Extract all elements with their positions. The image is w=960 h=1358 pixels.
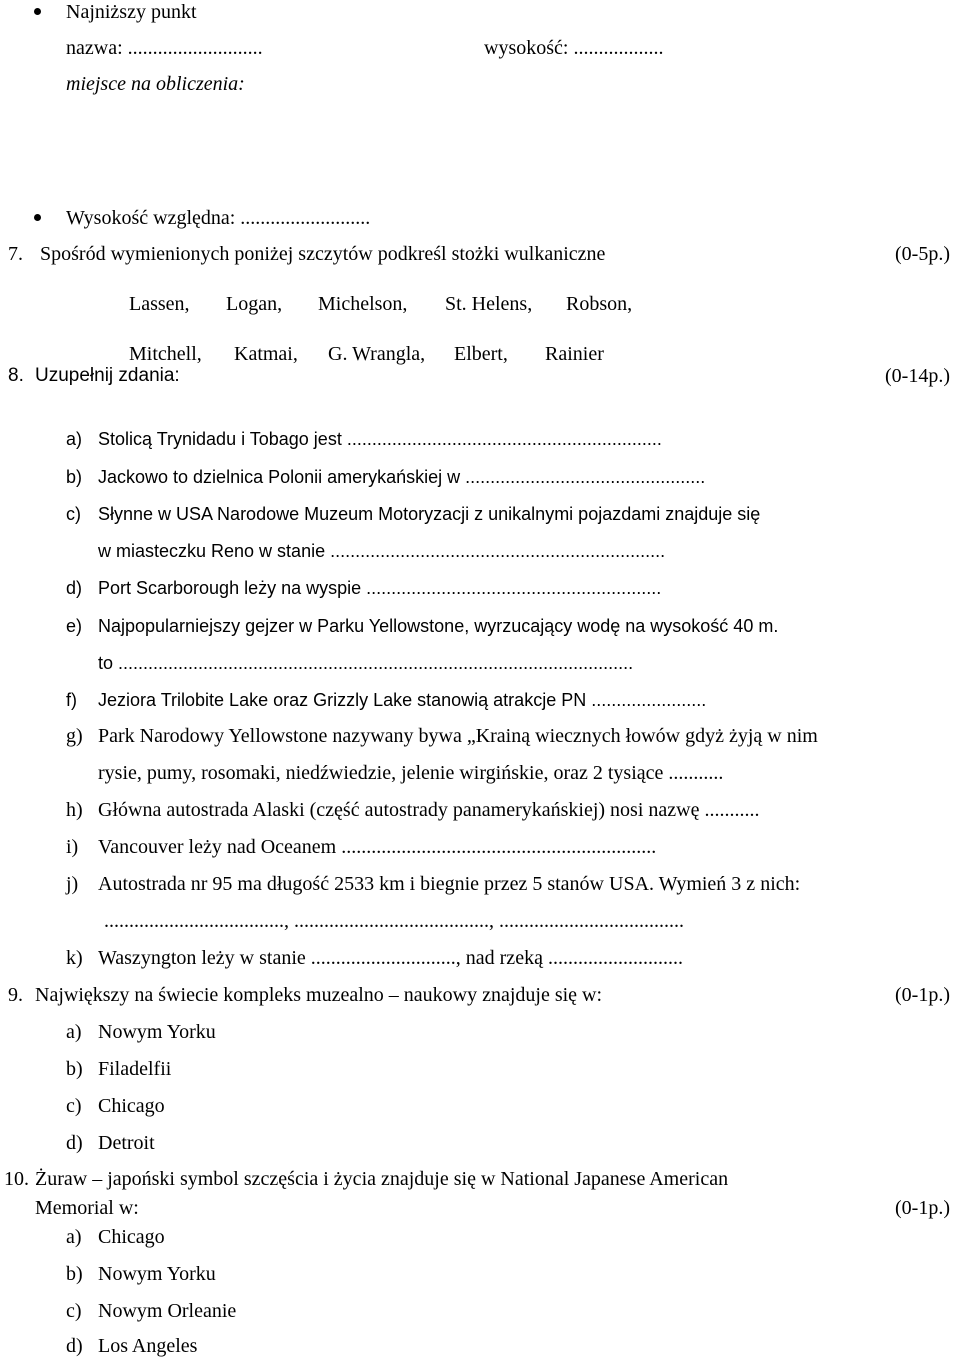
lowest-point-heading: Najniższy punkt: [66, 1, 197, 23]
q8-item-letter: f): [66, 690, 77, 710]
peak-name: Robson,: [566, 293, 633, 315]
q8-number: 8.: [8, 365, 24, 386]
q8-item-letter: c): [66, 504, 81, 524]
q10-option-text: Nowym Orleanie: [98, 1300, 237, 1322]
q8-text: Uzupełnij zdania:: [35, 365, 180, 386]
q8-item-text-cont: rysie, pumy, rosomaki, niedźwiedzie, jelenie wirgińskie, oraz 2 tysiące ...........: [98, 762, 724, 784]
q8-item-letter: j): [66, 873, 79, 895]
q9-option-text: Chicago: [98, 1095, 165, 1117]
q9-option-letter: d): [66, 1132, 83, 1154]
q8-item-letter: e): [66, 616, 83, 636]
q9-number: 9.: [8, 984, 23, 1006]
q8-item-text: Port Scarborough leży na wyspie ...........................................................: [98, 578, 662, 598]
q8-item-letter: a): [66, 429, 83, 449]
q8-item-text: Stolicą Trynidadu i Tobago jest ...............................................................: [98, 429, 662, 449]
q8-points: (0-14p.): [885, 365, 950, 387]
q8-item-letter: d): [66, 578, 83, 598]
peak-name: Katmai,: [234, 343, 298, 365]
q9-option-letter: a): [66, 1021, 82, 1043]
q10-points: (0-1p.): [895, 1197, 950, 1219]
q8-item-text: Park Narodowy Yellowstone nazywany bywa „Krainą wiecznych łowów gdyż żyją w nim: [98, 725, 818, 747]
peak-name: G. Wrangla,: [328, 343, 426, 365]
q8-item-text: Jackowo to dzielnica Polonii amerykańskiej w ................................................: [98, 467, 706, 487]
q9-option-letter: b): [66, 1058, 83, 1080]
q9-option-text: Filadelfii: [98, 1058, 172, 1080]
q10-option-text: Nowym Yorku: [98, 1263, 216, 1285]
height-field: wysokość: ..................: [484, 37, 664, 59]
q8-item-text: Słynne w USA Narodowe Muzeum Motoryzacji z unikalnymi pojazdami znajduje się: [98, 504, 761, 524]
bullet-dot: [34, 214, 41, 221]
q7-points: (0-5p.): [895, 243, 950, 265]
q8-item-letter: b): [66, 467, 83, 487]
q8-item-text: Jeziora Trilobite Lake oraz Grizzly Lake stanowią atrakcje PN .......................: [98, 690, 707, 710]
q8-item-text-cont: w miasteczku Reno w stanie ...................................................................: [98, 541, 666, 561]
q10-text-cont: Memorial w:: [35, 1197, 139, 1219]
peak-name: Mitchell,: [129, 343, 202, 365]
q10-option-letter: a): [66, 1226, 82, 1248]
peak-name: St. Helens,: [445, 293, 533, 315]
relative-height-field: Wysokość względna: ..........................: [66, 207, 371, 229]
name-field: nazwa: ...........................: [66, 37, 263, 59]
q10-option-text: Los Angeles: [98, 1335, 198, 1357]
q9-text: Największy na świecie kompleks muzealno – naukowy znajduje się w:: [35, 984, 603, 1006]
bullet-dot: [34, 8, 41, 15]
peak-name: Rainier: [545, 343, 604, 365]
q8-item-text: Waszyngton leży w stanie ............................., nad rzeką ...........................: [98, 947, 683, 969]
q10-text: Żuraw – japoński symbol szczęścia i życia znajduje się w National Japanese American: [35, 1168, 729, 1190]
q10-number: 10.: [4, 1168, 29, 1190]
q8-item-text: Główna autostrada Alaski (część autostrady panamerykańskiej) nosi nazwę ...........: [98, 799, 760, 821]
q9-option-text: Detroit: [98, 1132, 155, 1154]
q8-item-text-cont: to .......................................................................................................: [98, 653, 634, 673]
peak-name: Elbert,: [454, 343, 508, 365]
q9-option-letter: c): [66, 1095, 82, 1117]
q8-item-text: Najpopularniejszy gejzer w Parku Yellowstone, wyrzucający wodę na wysokość 40 m.: [98, 616, 779, 636]
q8-item-letter: g): [66, 725, 83, 747]
calc-place-label: miejsce na obliczenia:: [66, 73, 245, 95]
q8-item-text-cont: ...................................., ......................................., .....................................: [104, 910, 684, 932]
q8-item-letter: i): [66, 836, 79, 858]
q10-option-letter: d): [66, 1335, 83, 1357]
q9-option-text: Nowym Yorku: [98, 1021, 216, 1043]
q7-number: 7.: [8, 243, 23, 265]
q10-option-letter: b): [66, 1263, 83, 1285]
q9-points: (0-1p.): [895, 984, 950, 1006]
q10-option-text: Chicago: [98, 1226, 165, 1248]
q8-item-text: Vancouver leży nad Oceanem ...............................................................: [98, 836, 657, 858]
peak-name: Lassen,: [129, 293, 190, 315]
q8-item-letter: h): [66, 799, 83, 821]
peak-name: Michelson,: [318, 293, 408, 315]
q8-item-letter: k): [66, 947, 83, 969]
q8-item-text: Autostrada nr 95 ma długość 2533 km i biegnie przez 5 stanów USA. Wymień 3 z nich:: [98, 873, 801, 895]
q10-option-letter: c): [66, 1300, 82, 1322]
q7-text: Spośród wymienionych poniżej szczytów podkreśl stożki wulkaniczne: [40, 243, 606, 265]
peak-name: Logan,: [226, 293, 283, 315]
